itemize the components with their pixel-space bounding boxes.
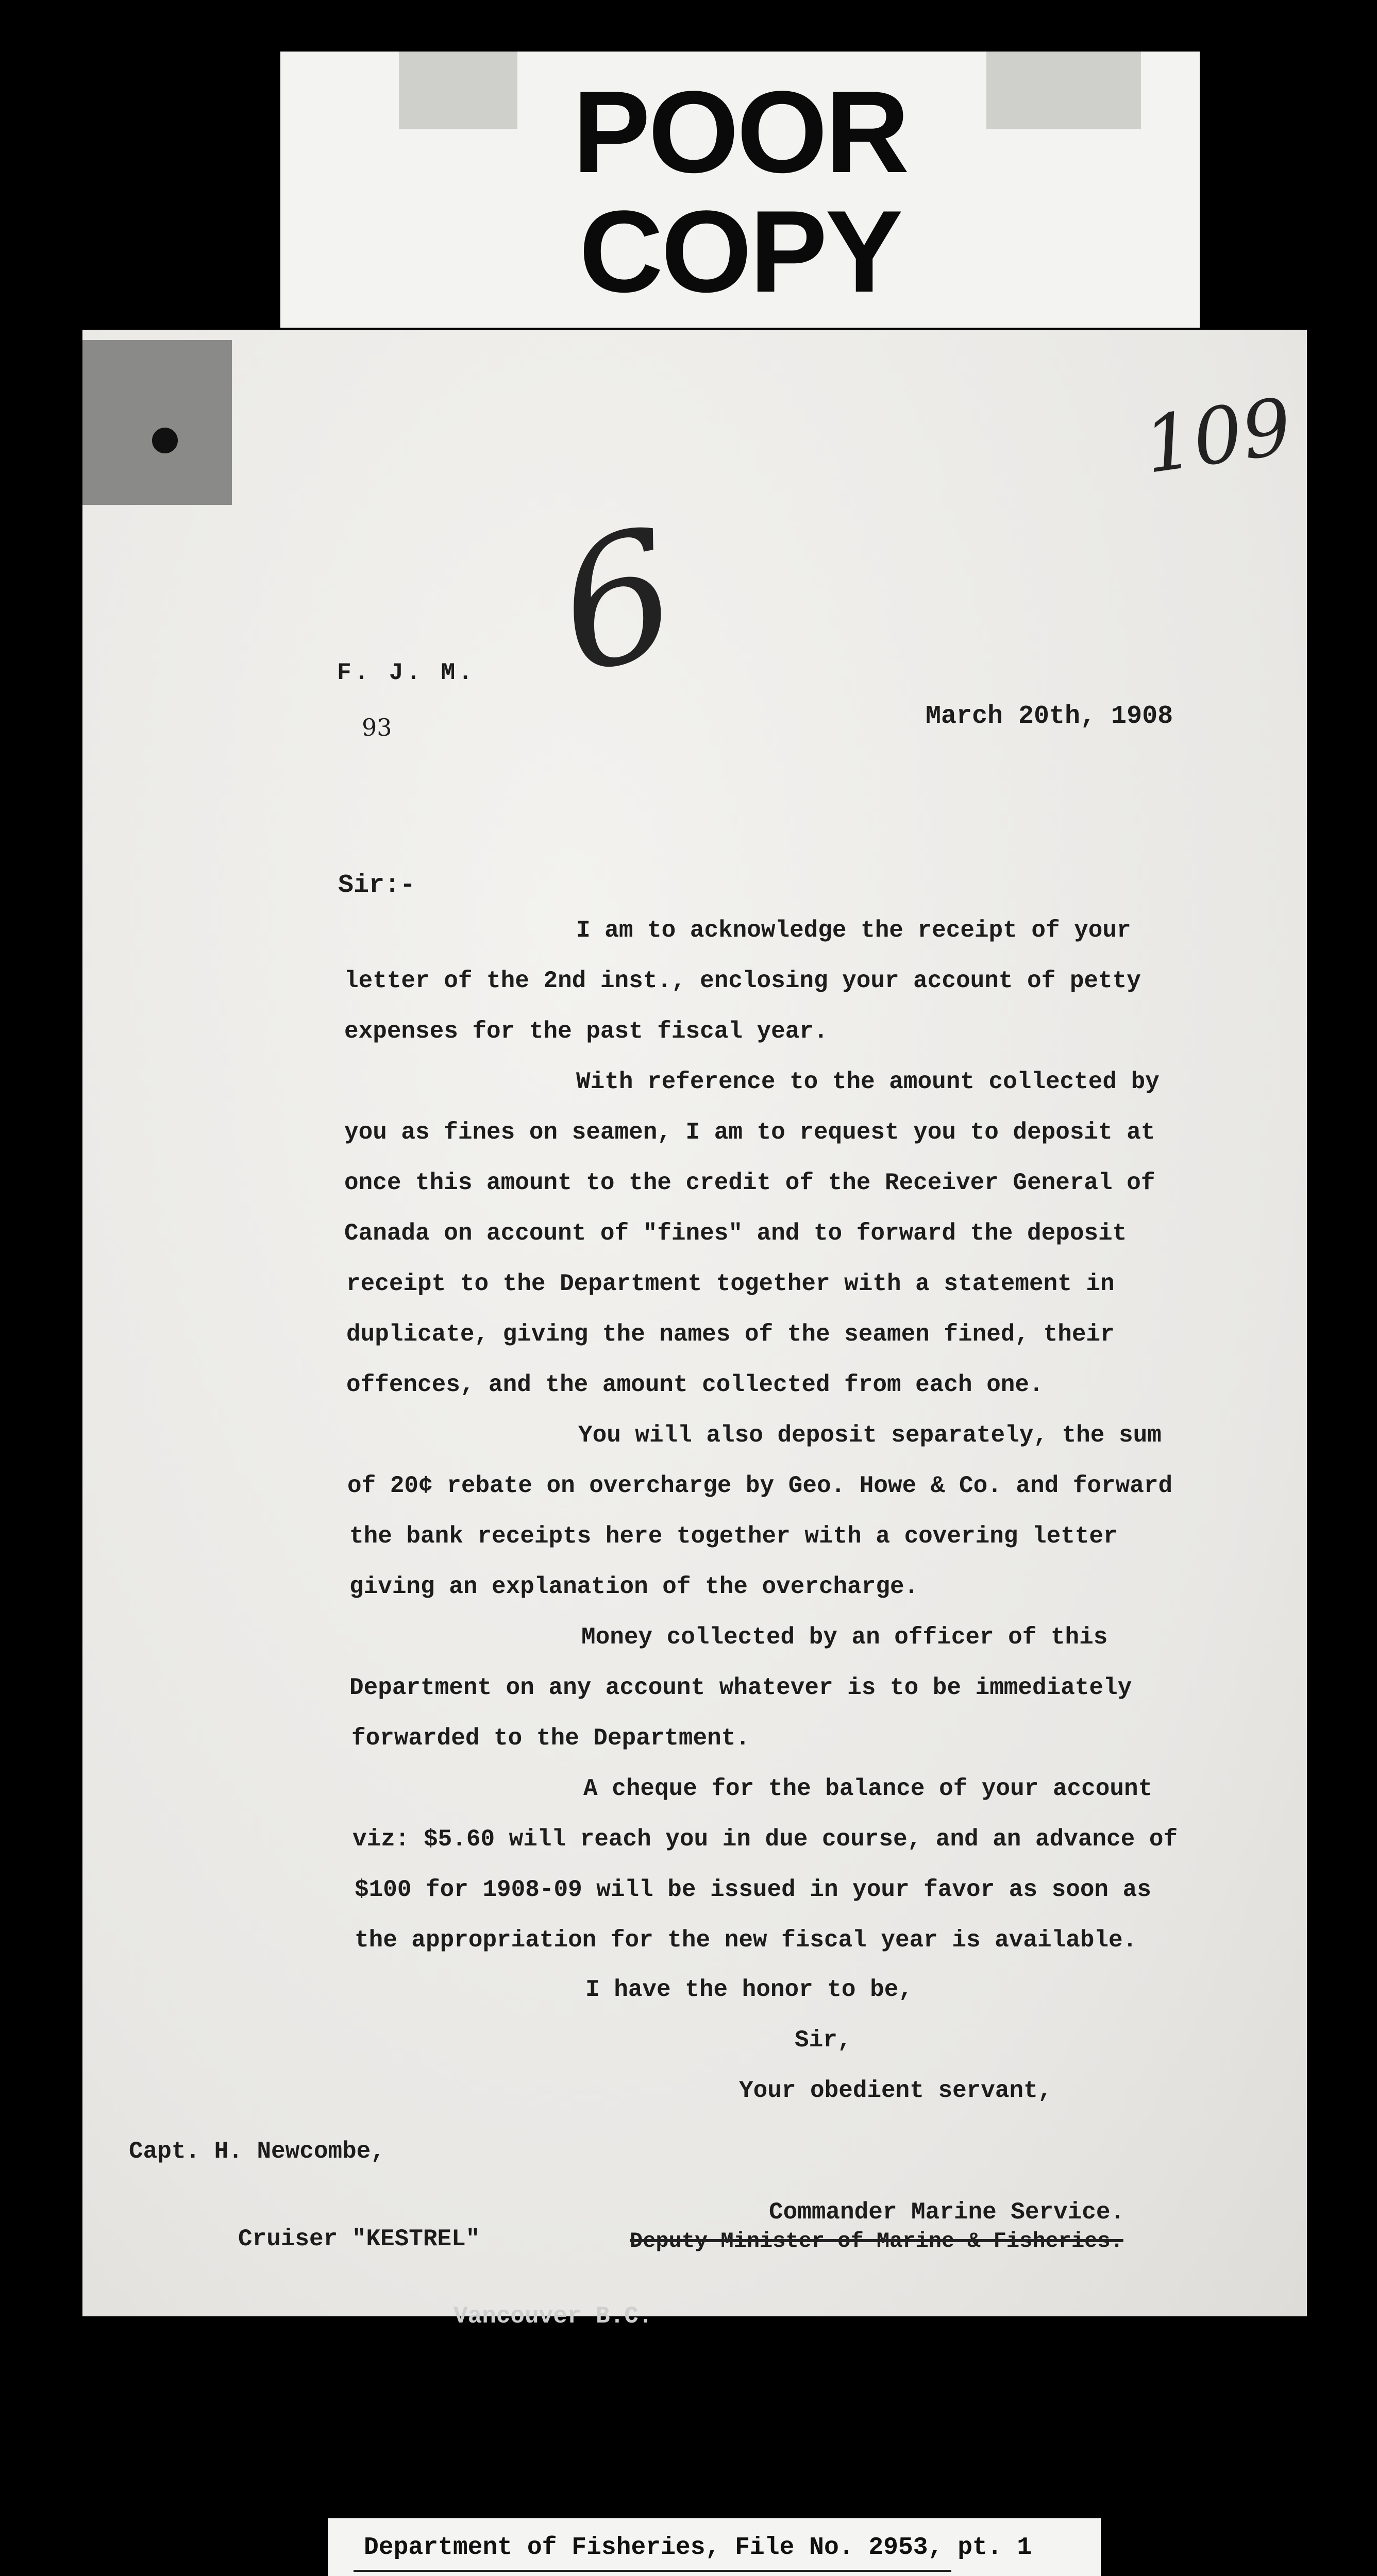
body-line: you as fines on seamen, I am to request you to deposit at [344,1119,1155,1146]
body-line: I am to acknowledge the receipt of your [576,917,1131,944]
poor-copy-stamp [280,52,1200,328]
body-line: letter of the 2nd inst., enclosing your account of petty [344,968,1141,994]
body-line: once this amount to the credit of the Receiver General of [344,1170,1155,1196]
letter-date: March 20th, 1908 [926,702,1173,731]
poor-copy-line1: POOR [573,66,908,197]
poor-copy-line2: COPY [579,186,901,316]
label-underline [354,2570,951,2572]
punch-hole-icon [152,428,178,453]
body-line: giving an explanation of the overcharge. [349,1573,919,1600]
page-number: 109 [1138,381,1298,492]
body-line: Money collected by an officer of this [581,1624,1108,1651]
body-line: forwarded to the Department. [351,1725,750,1752]
body-line: viz: $5.60 will reach you in due course, and an advance of [352,1826,1178,1853]
body-line: receipt to the Department together with a statement in [346,1270,1115,1297]
closing-honor: I have the honor to be, [585,1976,913,2003]
struck-title: Deputy Minister of Marine & Fisheries. [630,2229,1123,2253]
handwritten-mark: 6 [542,490,694,714]
reference-number: 93 [362,714,392,741]
body-line: of 20¢ rebate on overcharge by Geo. Howe & Co. and forward [347,1472,1173,1499]
body-line: expenses for the past fiscal year. [344,1018,828,1045]
addressee-vessel: Cruiser "KESTREL" [238,2226,480,2252]
closing-sir: Sir, [795,2027,852,2054]
body-line: the appropriation for the new fiscal year is available. [355,1927,1137,1954]
letter-sheet [82,330,1307,2316]
addressee-name: Capt. H. Newcombe, [129,2138,385,2165]
body-line: Department on any account whatever is to be immediately [349,1674,1132,1701]
file-reference-text: Department of Fisheries, File No. 2953, pt. 1 [364,2534,1032,2562]
body-line: Canada on account of "fines" and to forward the deposit [344,1220,1127,1247]
reference-initials: F. J. M. [337,659,476,686]
closing-servant: Your obedient servant, [739,2077,1052,2104]
binder-tab [82,340,232,505]
addressee-place: Vancouver B.C. [454,2303,653,2330]
body-line: You will also deposit separately, the sum [578,1422,1162,1449]
body-line: A cheque for the balance of your account [583,1775,1153,1802]
body-line: the bank receipts here together with a covering letter [349,1523,1118,1550]
body-line: duplicate, giving the names of the seamen fined, their [346,1321,1115,1348]
salutation: Sir:- [338,871,416,900]
poor-copy-text [280,66,1200,316]
body-line: With reference to the amount collected by [576,1069,1160,1095]
file-reference-label [328,2518,1101,2576]
body-line: $100 for 1908-09 will be issued in your favor as soon as [355,1876,1151,1903]
body-line: offences, and the amount collected from each one. [346,1371,1044,1398]
signature-title: Commander Marine Service. [769,2199,1125,2226]
